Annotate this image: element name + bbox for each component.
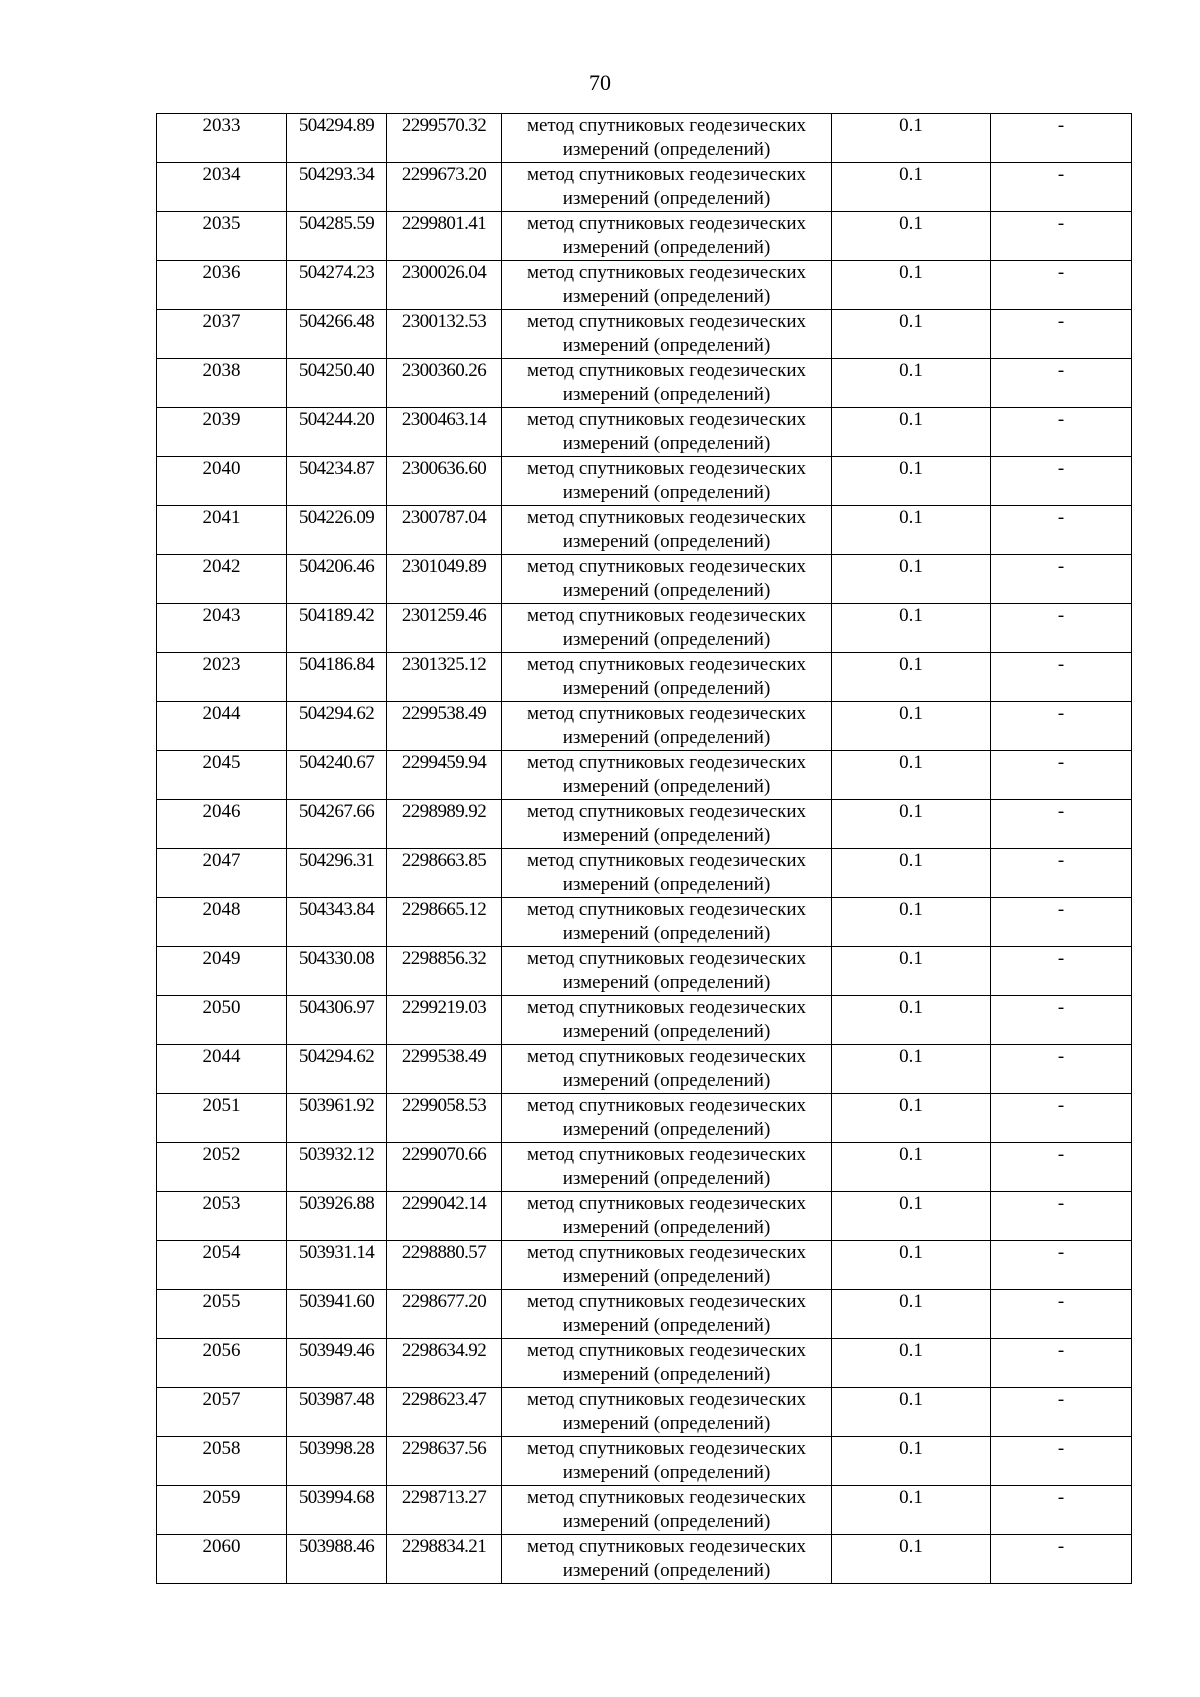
x-coordinate-cell: 503998.28 xyxy=(287,1437,387,1486)
note-cell: - xyxy=(991,947,1132,996)
note-cell: - xyxy=(991,1192,1132,1241)
y-coordinate-cell: 2299538.49 xyxy=(387,702,502,751)
y-coordinate-cell: 2298677.20 xyxy=(387,1290,502,1339)
point-number-cell: 2035 xyxy=(157,212,287,261)
table-row xyxy=(157,114,1132,163)
y-coordinate-cell: 2300463.14 xyxy=(387,408,502,457)
point-number-cell: 2051 xyxy=(157,1094,287,1143)
point-number-cell: 2050 xyxy=(157,996,287,1045)
method-cell: метод спутниковых геодезических измерений (определений) xyxy=(502,555,832,604)
note-cell: - xyxy=(991,114,1132,163)
table-row xyxy=(157,555,1132,604)
note-cell: - xyxy=(991,1045,1132,1094)
y-coordinate-cell: 2299042.14 xyxy=(387,1192,502,1241)
point-number-cell: 2042 xyxy=(157,555,287,604)
y-coordinate-cell: 2299058.53 xyxy=(387,1094,502,1143)
accuracy-cell: 0.1 xyxy=(832,1143,991,1192)
table-row xyxy=(157,457,1132,506)
x-coordinate-cell: 504186.84 xyxy=(287,653,387,702)
x-coordinate-cell: 503931.14 xyxy=(287,1241,387,1290)
x-coordinate-cell: 503932.12 xyxy=(287,1143,387,1192)
x-coordinate-cell: 504285.59 xyxy=(287,212,387,261)
y-coordinate-cell: 2299459.94 xyxy=(387,751,502,800)
accuracy-cell: 0.1 xyxy=(832,1535,991,1584)
note-cell: - xyxy=(991,751,1132,800)
method-cell: метод спутниковых геодезических измерений (определений) xyxy=(502,359,832,408)
point-number-cell: 2040 xyxy=(157,457,287,506)
point-number-cell: 2049 xyxy=(157,947,287,996)
y-coordinate-cell: 2298989.92 xyxy=(387,800,502,849)
note-cell: - xyxy=(991,261,1132,310)
accuracy-cell: 0.1 xyxy=(832,1290,991,1339)
accuracy-cell: 0.1 xyxy=(832,212,991,261)
method-cell: метод спутниковых геодезических измерений (определений) xyxy=(502,163,832,212)
x-coordinate-cell: 503994.68 xyxy=(287,1486,387,1535)
accuracy-cell: 0.1 xyxy=(832,800,991,849)
method-cell: метод спутниковых геодезических измерений (определений) xyxy=(502,310,832,359)
point-number-cell: 2048 xyxy=(157,898,287,947)
y-coordinate-cell: 2299673.20 xyxy=(387,163,502,212)
note-cell: - xyxy=(991,310,1132,359)
y-coordinate-cell: 2300132.53 xyxy=(387,310,502,359)
point-number-cell: 2043 xyxy=(157,604,287,653)
table-row xyxy=(157,1486,1132,1535)
accuracy-cell: 0.1 xyxy=(832,555,991,604)
accuracy-cell: 0.1 xyxy=(832,996,991,1045)
coordinates-table-body xyxy=(157,114,1132,1584)
y-coordinate-cell: 2300026.04 xyxy=(387,261,502,310)
x-coordinate-cell: 504294.62 xyxy=(287,702,387,751)
x-coordinate-cell: 503961.92 xyxy=(287,1094,387,1143)
note-cell: - xyxy=(991,1339,1132,1388)
y-coordinate-cell: 2298834.21 xyxy=(387,1535,502,1584)
x-coordinate-cell: 503941.60 xyxy=(287,1290,387,1339)
method-cell: метод спутниковых геодезических измерений (определений) xyxy=(502,408,832,457)
y-coordinate-cell: 2300787.04 xyxy=(387,506,502,555)
point-number-cell: 2056 xyxy=(157,1339,287,1388)
y-coordinate-cell: 2298856.32 xyxy=(387,947,502,996)
point-number-cell: 2036 xyxy=(157,261,287,310)
note-cell: - xyxy=(991,849,1132,898)
table-row xyxy=(157,1143,1132,1192)
method-cell: метод спутниковых геодезических измерений (определений) xyxy=(502,1535,832,1584)
y-coordinate-cell: 2301325.12 xyxy=(387,653,502,702)
accuracy-cell: 0.1 xyxy=(832,1388,991,1437)
point-number-cell: 2037 xyxy=(157,310,287,359)
note-cell: - xyxy=(991,1094,1132,1143)
point-number-cell: 2044 xyxy=(157,702,287,751)
x-coordinate-cell: 504294.89 xyxy=(287,114,387,163)
table-row xyxy=(157,163,1132,212)
method-cell: метод спутниковых геодезических измерений (определений) xyxy=(502,1437,832,1486)
note-cell: - xyxy=(991,359,1132,408)
table-row xyxy=(157,996,1132,1045)
method-cell: метод спутниковых геодезических измерений (определений) xyxy=(502,261,832,310)
note-cell: - xyxy=(991,898,1132,947)
point-number-cell: 2060 xyxy=(157,1535,287,1584)
note-cell: - xyxy=(991,163,1132,212)
note-cell: - xyxy=(991,702,1132,751)
note-cell: - xyxy=(991,457,1132,506)
y-coordinate-cell: 2300636.60 xyxy=(387,457,502,506)
note-cell: - xyxy=(991,1290,1132,1339)
table-row xyxy=(157,1241,1132,1290)
point-number-cell: 2059 xyxy=(157,1486,287,1535)
method-cell: метод спутниковых геодезических измерений (определений) xyxy=(502,800,832,849)
accuracy-cell: 0.1 xyxy=(832,702,991,751)
x-coordinate-cell: 504244.20 xyxy=(287,408,387,457)
point-number-cell: 2034 xyxy=(157,163,287,212)
y-coordinate-cell: 2298880.57 xyxy=(387,1241,502,1290)
accuracy-cell: 0.1 xyxy=(832,310,991,359)
y-coordinate-cell: 2298665.12 xyxy=(387,898,502,947)
accuracy-cell: 0.1 xyxy=(832,849,991,898)
point-number-cell: 2044 xyxy=(157,1045,287,1094)
method-cell: метод спутниковых геодезических измерений (определений) xyxy=(502,1045,832,1094)
note-cell: - xyxy=(991,1241,1132,1290)
method-cell: метод спутниковых геодезических измерений (определений) xyxy=(502,1143,832,1192)
table-row xyxy=(157,800,1132,849)
x-coordinate-cell: 504267.66 xyxy=(287,800,387,849)
x-coordinate-cell: 504343.84 xyxy=(287,898,387,947)
note-cell: - xyxy=(991,1486,1132,1535)
x-coordinate-cell: 504296.31 xyxy=(287,849,387,898)
table-row xyxy=(157,1192,1132,1241)
note-cell: - xyxy=(991,1143,1132,1192)
method-cell: метод спутниковых геодезических измерений (определений) xyxy=(502,1290,832,1339)
note-cell: - xyxy=(991,1535,1132,1584)
x-coordinate-cell: 504274.23 xyxy=(287,261,387,310)
table-row xyxy=(157,947,1132,996)
method-cell: метод спутниковых геодезических измерений (определений) xyxy=(502,457,832,506)
x-coordinate-cell: 503949.46 xyxy=(287,1339,387,1388)
note-cell: - xyxy=(991,506,1132,555)
y-coordinate-cell: 2298623.47 xyxy=(387,1388,502,1437)
accuracy-cell: 0.1 xyxy=(832,261,991,310)
accuracy-cell: 0.1 xyxy=(832,457,991,506)
method-cell: метод спутниковых геодезических измерений (определений) xyxy=(502,604,832,653)
accuracy-cell: 0.1 xyxy=(832,1241,991,1290)
note-cell: - xyxy=(991,653,1132,702)
table-row xyxy=(157,1388,1132,1437)
x-coordinate-cell: 504266.48 xyxy=(287,310,387,359)
table-row xyxy=(157,261,1132,310)
x-coordinate-cell: 504250.40 xyxy=(287,359,387,408)
method-cell: метод спутниковых геодезических измерений (определений) xyxy=(502,849,832,898)
method-cell: метод спутниковых геодезических измерений (определений) xyxy=(502,947,832,996)
point-number-cell: 2023 xyxy=(157,653,287,702)
table-row xyxy=(157,702,1132,751)
y-coordinate-cell: 2299801.41 xyxy=(387,212,502,261)
table-row xyxy=(157,359,1132,408)
table-row xyxy=(157,653,1132,702)
point-number-cell: 2053 xyxy=(157,1192,287,1241)
note-cell: - xyxy=(991,800,1132,849)
method-cell: метод спутниковых геодезических измерений (определений) xyxy=(502,1192,832,1241)
note-cell: - xyxy=(991,555,1132,604)
y-coordinate-cell: 2298637.56 xyxy=(387,1437,502,1486)
x-coordinate-cell: 504206.46 xyxy=(287,555,387,604)
accuracy-cell: 0.1 xyxy=(832,506,991,555)
point-number-cell: 2052 xyxy=(157,1143,287,1192)
y-coordinate-cell: 2298663.85 xyxy=(387,849,502,898)
point-number-cell: 2054 xyxy=(157,1241,287,1290)
accuracy-cell: 0.1 xyxy=(832,1437,991,1486)
accuracy-cell: 0.1 xyxy=(832,408,991,457)
y-coordinate-cell: 2299538.49 xyxy=(387,1045,502,1094)
point-number-cell: 2033 xyxy=(157,114,287,163)
coordinates-table xyxy=(156,113,1132,1584)
method-cell: метод спутниковых геодезических измерений (определений) xyxy=(502,506,832,555)
point-number-cell: 2039 xyxy=(157,408,287,457)
x-coordinate-cell: 504240.67 xyxy=(287,751,387,800)
x-coordinate-cell: 504330.08 xyxy=(287,947,387,996)
point-number-cell: 2047 xyxy=(157,849,287,898)
note-cell: - xyxy=(991,1388,1132,1437)
x-coordinate-cell: 504306.97 xyxy=(287,996,387,1045)
y-coordinate-cell: 2299219.03 xyxy=(387,996,502,1045)
y-coordinate-cell: 2300360.26 xyxy=(387,359,502,408)
table-row xyxy=(157,408,1132,457)
method-cell: метод спутниковых геодезических измерений (определений) xyxy=(502,1388,832,1437)
method-cell: метод спутниковых геодезических измерений (определений) xyxy=(502,1339,832,1388)
accuracy-cell: 0.1 xyxy=(832,114,991,163)
table-row xyxy=(157,310,1132,359)
point-number-cell: 2058 xyxy=(157,1437,287,1486)
x-coordinate-cell: 504189.42 xyxy=(287,604,387,653)
accuracy-cell: 0.1 xyxy=(832,359,991,408)
y-coordinate-cell: 2298634.92 xyxy=(387,1339,502,1388)
accuracy-cell: 0.1 xyxy=(832,898,991,947)
accuracy-cell: 0.1 xyxy=(832,751,991,800)
x-coordinate-cell: 504293.34 xyxy=(287,163,387,212)
table-row xyxy=(157,1437,1132,1486)
accuracy-cell: 0.1 xyxy=(832,1094,991,1143)
method-cell: метод спутниковых геодезических измерений (определений) xyxy=(502,996,832,1045)
table-row xyxy=(157,898,1132,947)
x-coordinate-cell: 503926.88 xyxy=(287,1192,387,1241)
x-coordinate-cell: 504234.87 xyxy=(287,457,387,506)
table-row xyxy=(157,212,1132,261)
accuracy-cell: 0.1 xyxy=(832,604,991,653)
method-cell: метод спутниковых геодезических измерений (определений) xyxy=(502,653,832,702)
table-row xyxy=(157,849,1132,898)
method-cell: метод спутниковых геодезических измерений (определений) xyxy=(502,1486,832,1535)
table-row xyxy=(157,1535,1132,1584)
x-coordinate-cell: 503988.46 xyxy=(287,1535,387,1584)
y-coordinate-cell: 2298713.27 xyxy=(387,1486,502,1535)
y-coordinate-cell: 2299070.66 xyxy=(387,1143,502,1192)
y-coordinate-cell: 2299570.32 xyxy=(387,114,502,163)
accuracy-cell: 0.1 xyxy=(832,653,991,702)
note-cell: - xyxy=(991,996,1132,1045)
note-cell: - xyxy=(991,604,1132,653)
note-cell: - xyxy=(991,1437,1132,1486)
method-cell: метод спутниковых геодезических измерений (определений) xyxy=(502,898,832,947)
note-cell: - xyxy=(991,212,1132,261)
method-cell: метод спутниковых геодезических измерений (определений) xyxy=(502,1241,832,1290)
point-number-cell: 2045 xyxy=(157,751,287,800)
point-number-cell: 2057 xyxy=(157,1388,287,1437)
y-coordinate-cell: 2301259.46 xyxy=(387,604,502,653)
point-number-cell: 2055 xyxy=(157,1290,287,1339)
table-row xyxy=(157,1094,1132,1143)
accuracy-cell: 0.1 xyxy=(832,163,991,212)
accuracy-cell: 0.1 xyxy=(832,947,991,996)
table-row xyxy=(157,506,1132,555)
accuracy-cell: 0.1 xyxy=(832,1486,991,1535)
table-row xyxy=(157,1045,1132,1094)
accuracy-cell: 0.1 xyxy=(832,1339,991,1388)
x-coordinate-cell: 504294.62 xyxy=(287,1045,387,1094)
point-number-cell: 2046 xyxy=(157,800,287,849)
accuracy-cell: 0.1 xyxy=(832,1192,991,1241)
note-cell: - xyxy=(991,408,1132,457)
method-cell: метод спутниковых геодезических измерений (определений) xyxy=(502,114,832,163)
method-cell: метод спутниковых геодезических измерений (определений) xyxy=(502,1094,832,1143)
point-number-cell: 2038 xyxy=(157,359,287,408)
table-row xyxy=(157,604,1132,653)
point-number-cell: 2041 xyxy=(157,506,287,555)
table-row xyxy=(157,1290,1132,1339)
page-number: 70 xyxy=(589,70,611,95)
table-row xyxy=(157,751,1132,800)
method-cell: метод спутниковых геодезических измерений (определений) xyxy=(502,212,832,261)
y-coordinate-cell: 2301049.89 xyxy=(387,555,502,604)
method-cell: метод спутниковых геодезических измерений (определений) xyxy=(502,751,832,800)
x-coordinate-cell: 504226.09 xyxy=(287,506,387,555)
x-coordinate-cell: 503987.48 xyxy=(287,1388,387,1437)
method-cell: метод спутниковых геодезических измерений (определений) xyxy=(502,702,832,751)
accuracy-cell: 0.1 xyxy=(832,1045,991,1094)
table-row xyxy=(157,1339,1132,1388)
